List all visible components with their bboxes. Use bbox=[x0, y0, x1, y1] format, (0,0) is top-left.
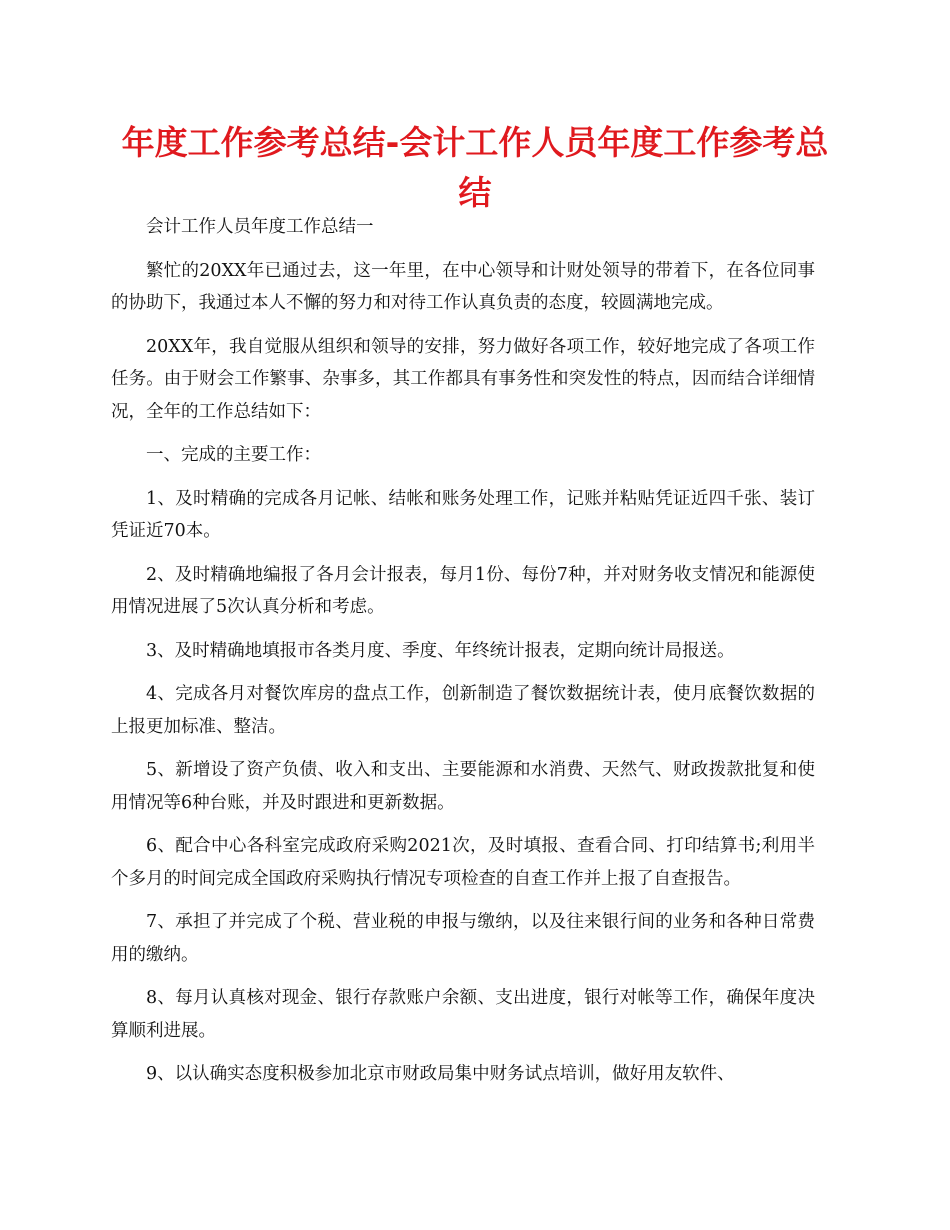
section-heading: 会计工作人员年度工作总结一 bbox=[146, 217, 374, 237]
list-item: 2、及时精确地编报了各月会计报表，每月1份、每份7种，并对财务收支情况和能源使用情况进展了5次认真分析和考虑。 bbox=[111, 564, 815, 617]
paragraph: 繁忙的20XX年已通过去，这一年里，在中心领导和计财处领导的带着下，在各位同事的协助下，我通过本人不懈的努力和对待工作认真负责的态度，较圆满地完成。 bbox=[111, 260, 815, 313]
list-item: 3、及时精确地填报市各类月度、季度、年终统计报表，定期向统计局报送。 bbox=[146, 640, 735, 661]
document-body bbox=[111, 211, 815, 1102]
list-item: 1、及时精确的完成各月记帐、结帐和账务处理工作，记账并粘贴凭证近四千张、装订凭证近70本。 bbox=[111, 488, 815, 541]
list-item: 7、承担了并完成了个税、营业税的申报与缴纳，以及往来银行间的业务和各种日常费用的缴纳。 bbox=[111, 912, 815, 965]
list-item: 4、完成各月对餐饮库房的盘点工作，创新制造了餐饮数据统计表，使月底餐饮数据的上报更加标准、整洁。 bbox=[111, 684, 815, 737]
list-item: 5、新增设了资产负债、收入和支出、主要能源和水消费、天然气、财政拨款批复和使用情况等6种台账，并及时跟进和更新数据。 bbox=[111, 760, 815, 813]
list-item: 6、配合中心各科室完成政府采购2021次，及时填报、查看合同、打印结算书;利用半个多月的时间完成全国政府采购执行情况专项检查的自查工作并上报了自查报告。 bbox=[111, 836, 815, 889]
list-item: 8、每月认真核对现金、银行存款账户余额、支出进度，银行对帐等工作，确保年度决算顺利进展。 bbox=[111, 988, 815, 1041]
list-heading: 一、完成的主要工作： bbox=[146, 445, 321, 465]
list-item: 9、以认确实态度积极参加北京市财政局集中财务试点培训，做好用友软件、 bbox=[146, 1064, 735, 1084]
paragraph: 20XX年，我自觉服从组织和领导的安排，努力做好各项工作，较好地完成了各项工作任务。由于财会工作繁事、杂事多，其工作都具有事务性和突发性的特点，因而结合详细情况，全年的工作总结如下： bbox=[111, 336, 815, 422]
document-title: 年度工作参考总结-会计工作人员年度工作参考总结 bbox=[121, 123, 829, 212]
